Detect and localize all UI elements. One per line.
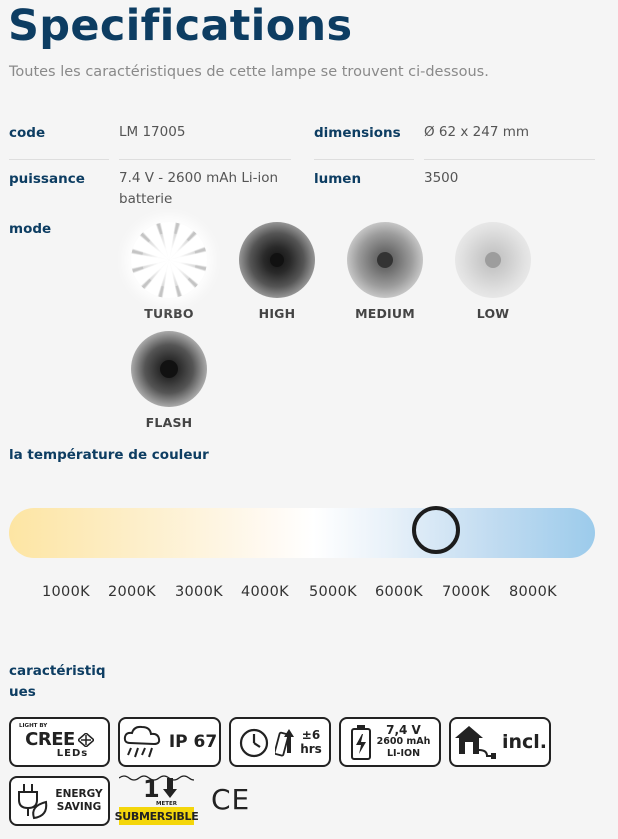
mode-label-flash: FLASH — [145, 415, 193, 430]
puissance-value — [119, 168, 278, 210]
temp-tick: 6000K — [375, 584, 423, 600]
submersible-depth-number: 1 — [143, 775, 160, 803]
features-label — [9, 661, 106, 703]
runtime-hours-text: ±6 — [301, 728, 321, 742]
runtime-unit-text: hrs — [300, 742, 322, 756]
ce-mark: CE — [211, 783, 251, 816]
cree-top-text: LIGHT BY — [19, 723, 48, 729]
runtime-badge — [229, 717, 331, 767]
temp-tick: 2000K — [108, 584, 156, 600]
color-temperature-label: la température de couleur — [9, 447, 209, 463]
energy-saving-line2: SAVING — [56, 801, 102, 813]
mode-turbo — [119, 222, 219, 321]
code-value: LM 17005 — [119, 124, 186, 140]
plug-leaf-icon — [16, 782, 50, 820]
energy-saving-line1: ENERGY — [55, 788, 103, 800]
submersible-badge — [114, 774, 199, 826]
submersible-label-text: SUBMERSIBLE — [114, 809, 199, 823]
mode-high — [227, 222, 327, 321]
mode-medium — [335, 222, 435, 321]
cree-logo-icon — [78, 733, 94, 747]
divider — [314, 159, 414, 160]
battery-arrow-icon — [275, 725, 295, 759]
mode-low — [443, 222, 543, 321]
lumen-label: lumen — [314, 171, 362, 187]
mode-label-turbo: TURBO — [144, 306, 194, 321]
divider — [424, 159, 595, 160]
temp-tick: 5000K — [309, 584, 357, 600]
rain-cloud-icon — [122, 725, 164, 759]
clock-icon — [238, 725, 270, 759]
mode-flash — [119, 331, 219, 430]
dimensions-value: Ø 62 x 247 mm — [424, 124, 530, 140]
down-arrow-icon — [163, 778, 177, 798]
mode-label: mode — [9, 221, 52, 237]
puissance-value-line2: batterie — [119, 191, 173, 207]
puissance-value-line1: 7.4 V - 2600 mAh Li-ion — [119, 170, 279, 186]
features-label-line2: ues — [9, 684, 36, 700]
submersible-label-box — [114, 807, 199, 825]
dimensions-label: dimensions — [314, 125, 401, 141]
temp-tick: 7000K — [442, 584, 490, 600]
turbo-icon — [131, 222, 207, 298]
submersible-unit-text: METER — [156, 801, 177, 807]
medium-icon — [347, 222, 423, 298]
features-label-line1: caractéristiq — [9, 663, 106, 679]
mode-label-low: LOW — [476, 306, 510, 321]
low-icon — [455, 222, 531, 298]
page-title: Specifications — [8, 1, 353, 51]
mode-label-high: HIGH — [258, 306, 296, 321]
charger-included-text: incl. — [501, 731, 548, 753]
flash-icon — [131, 331, 207, 407]
divider — [119, 159, 291, 160]
ip67-badge — [118, 717, 221, 767]
battery-voltage-text: 7,4 V — [386, 723, 421, 737]
battery-badge — [339, 717, 441, 767]
color-temperature-slider-handle[interactable] — [412, 506, 460, 554]
page-subtitle: Toutes les caractéristiques de cette lampe se trouvent ci-dessous. — [9, 64, 489, 80]
energy-saving-badge — [9, 776, 110, 826]
temp-tick: 3000K — [175, 584, 223, 600]
battery-icon — [350, 724, 372, 760]
battery-type-text: LI-ION — [386, 748, 421, 759]
puissance-label: puissance — [9, 171, 85, 187]
temp-tick: 8000K — [509, 584, 557, 600]
divider — [9, 159, 109, 160]
color-temperature-slider-track[interactable] — [9, 508, 595, 558]
temp-tick: 1000K — [42, 584, 90, 600]
temp-tick: 4000K — [241, 584, 289, 600]
cree-sub-text: LEDs — [56, 748, 89, 759]
cree-leds-badge — [9, 717, 110, 767]
ip-rating-text: IP 67 — [168, 732, 218, 752]
mode-label-medium: MEDIUM — [355, 306, 415, 321]
cree-brand-text: CREE — [25, 729, 75, 750]
lumen-value: 3500 — [424, 170, 459, 186]
high-icon — [239, 222, 315, 298]
battery-capacity-text: 2600 mAh — [376, 736, 431, 747]
code-label: code — [9, 125, 46, 141]
house-plug-icon — [453, 724, 497, 760]
charger-included-badge — [449, 717, 551, 767]
